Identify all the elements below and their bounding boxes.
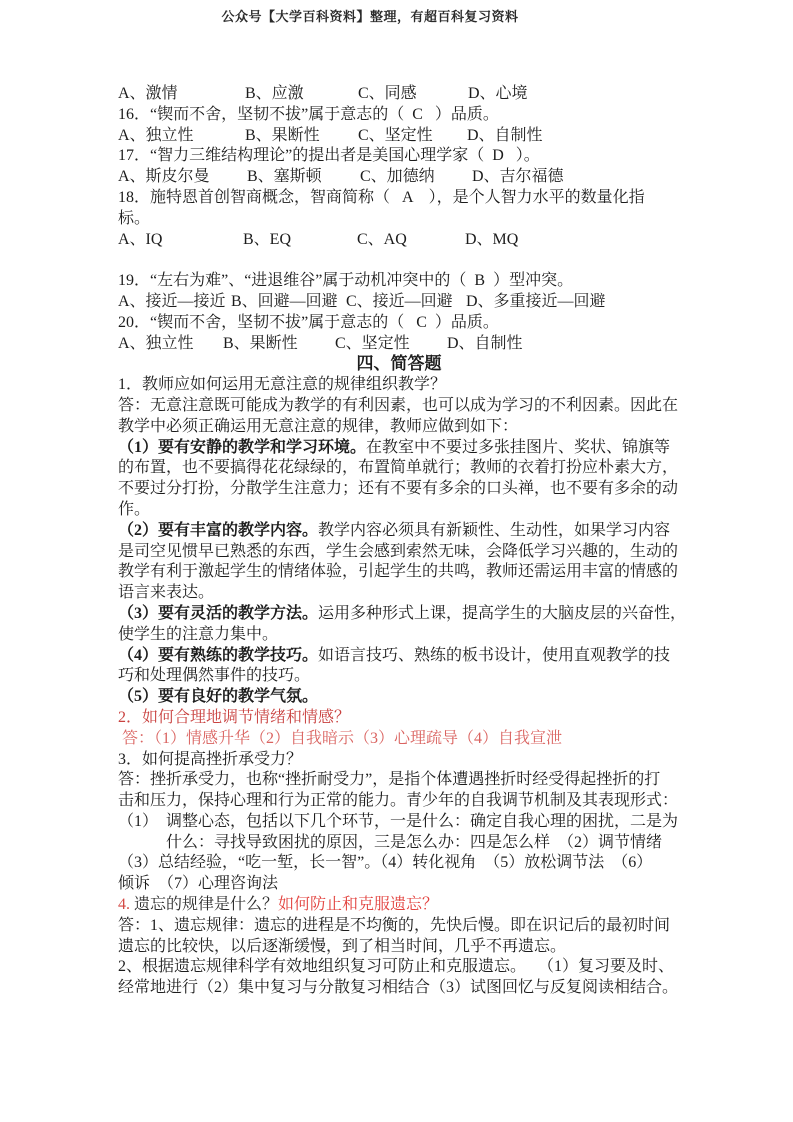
- text-run: A、独立性: [118, 126, 194, 144]
- text-run: C、加德纳: [360, 168, 435, 186]
- text-run: D、多重接近—回避: [466, 292, 606, 310]
- text-line: [118, 770, 680, 791]
- text-run: 击和压力，保持心理和行为正常的能力。青少年的自我调节机制及其表现形式：: [118, 792, 679, 810]
- text-line: [118, 438, 680, 459]
- text-line: [118, 666, 680, 687]
- text-run: （4）要有熟练的教学技巧。: [118, 646, 319, 664]
- text-run: 经常地进行（2）集中复习与分散复习相结合（3）试图回忆与反复阅读相结合。: [118, 979, 679, 997]
- text-run: C、接近—回避: [346, 292, 453, 310]
- text-run: 教学有利于激起学生的情绪体验，引起学生的共鸣，教师还需运用丰富的情感的: [118, 563, 679, 581]
- text-line: [118, 874, 680, 895]
- text-run: 如何防止和克服遗忘？: [278, 896, 439, 914]
- text-line: [118, 396, 680, 417]
- page-header-watermark: 公众号【大学百科资料】整理，有超百科复习资料: [221, 9, 519, 24]
- blank-line: [118, 250, 680, 271]
- text-run: 使学生的注意力集中。: [118, 625, 279, 643]
- text-line: [118, 833, 680, 854]
- text-run: 四、简答题: [356, 354, 442, 374]
- text-run: B、回避—回避: [231, 292, 338, 310]
- text-run: A、独立性: [118, 334, 194, 352]
- text-run: 2、根据遗忘规律科学有效地组织复习可防止和克服遗忘。 （1）复习要及时、: [118, 958, 675, 976]
- text-line: [118, 895, 680, 916]
- text-run: （3）总结经验，“吃一堑，长一智”。（4）转化视角 （5）放松调节法 （6）: [118, 854, 653, 872]
- text-line: [118, 126, 680, 147]
- text-run: B、塞斯顿: [247, 168, 322, 186]
- text-run: A、IQ: [118, 230, 163, 248]
- text-run: 遗忘的比较快，以后逐渐缓慢，到了相当时间，几乎不再遗忘。: [118, 937, 567, 955]
- text-run: D、吉尔福德: [472, 168, 564, 186]
- text-line: [118, 375, 680, 396]
- text-line: [118, 583, 680, 604]
- text-run: 如语言技巧、熟练的板书设计，使用直观教学的技: [318, 646, 671, 664]
- text-run: 答：1、遗忘规律：遗忘的进程是不均衡的，先快后慢。即在识记后的最初时间: [118, 916, 671, 934]
- text-run: 巧和处理偶然事件的技巧。: [118, 667, 311, 685]
- text-line: [118, 271, 680, 292]
- text-run: 什么：寻找导致困扰的原因，三是怎么办：四是怎么样 （2）调节情绪: [166, 833, 663, 851]
- text-line: [118, 146, 680, 167]
- text-line: [118, 687, 680, 708]
- text-run: B、果断性: [223, 334, 298, 352]
- section-heading: [118, 354, 680, 375]
- text-line: [118, 84, 680, 105]
- text-line: [118, 791, 680, 812]
- text-line: [118, 458, 680, 479]
- text-run: （5）要有良好的教学气氛。: [118, 688, 319, 706]
- text-run: B、果断性: [245, 126, 320, 144]
- text-run: C、同感: [358, 85, 417, 102]
- text-run: 教学内容必须具有新颖性、生动性，如果学习内容: [318, 521, 671, 539]
- document-body: [118, 84, 687, 999]
- text-run: 18．施特恩首创智商概念，智商简称（ A ），是个人智力水平的数量化指: [118, 188, 645, 206]
- text-line: [118, 230, 680, 251]
- text-line: [118, 729, 680, 750]
- text-run: 17．“智力三维结构理论”的提出者是美国心理学家（ D ）。: [118, 147, 540, 165]
- text-line: [118, 750, 680, 771]
- text-run: 倾诉 （7）心理咨询法: [118, 875, 279, 893]
- text-line: [118, 957, 680, 978]
- text-run: 答：无意注意既可能成为教学的有利因素，也可以成为学习的不利因素。因此在: [118, 396, 679, 414]
- text-run: 1．教师应如何运用无意注意的规律组织教学？: [118, 376, 447, 394]
- text-run: 16．“锲而不舍，坚韧不拔”属于意志的（ C ）品质。: [118, 105, 499, 123]
- text-run: A、斯皮尔曼: [118, 168, 210, 186]
- text-run: 是司空见惯早已熟悉的东西，学生会感到索然无味，会降低学习兴趣的，生动的: [118, 542, 679, 560]
- text-run: D、心境: [468, 85, 528, 102]
- text-line: [118, 937, 680, 958]
- text-line: [118, 479, 680, 500]
- text-run: A、接近—接近: [118, 292, 226, 310]
- text-run: 答：（1）情感升华（2）自我暗示（3）心理疏导（4）自我宣泄: [118, 729, 563, 747]
- text-line: [118, 313, 680, 334]
- text-line: [118, 209, 680, 230]
- text-run: A、激情: [118, 85, 178, 102]
- text-line: [118, 500, 680, 521]
- text-run: 遗忘的规律是什么？: [130, 896, 279, 914]
- text-run: 答：挫折承受力，也称“挫折耐受力”，是指个体遭遇挫折时经受得起挫折的打: [118, 771, 661, 789]
- text-run: （3）要有灵活的教学方法。: [118, 604, 319, 622]
- text-run: D、MQ: [465, 230, 519, 248]
- text-run: 3．如何提高挫折承受力？: [118, 750, 303, 768]
- text-run: D、自制性: [447, 334, 523, 352]
- text-line: [118, 542, 680, 563]
- text-line: [118, 167, 680, 188]
- text-line: [118, 105, 680, 126]
- text-run: 运用多种形式上课，提高学生的大脑皮层的兴奋性，: [318, 604, 687, 622]
- text-run: 不要过分打扮，分散学生注意力；还有不要有多余的口头禅，也不要有多余的动: [118, 480, 679, 498]
- text-run: 的布置，也不要搞得花花绿绿的，布置简单就行；教师的衣着打扮应朴素大方，: [118, 459, 679, 477]
- text-line: [118, 292, 680, 313]
- text-run: 作。: [118, 500, 151, 518]
- text-run: C、坚定性: [358, 126, 433, 144]
- text-run: （2）要有丰富的教学内容。: [118, 521, 319, 539]
- text-run: B、应激: [245, 85, 304, 102]
- text-line: [118, 562, 680, 583]
- text-line: [118, 521, 680, 542]
- text-run: C、坚定性: [335, 334, 410, 352]
- text-run: 标。: [118, 209, 151, 227]
- text-line: [118, 978, 680, 999]
- text-run: 语言来表达。: [118, 584, 215, 602]
- text-run: （1）要有安静的教学和学习环境。: [118, 438, 367, 456]
- text-line: [118, 334, 680, 355]
- text-line: [118, 708, 680, 729]
- text-line: [118, 604, 687, 625]
- text-run: （1） 调整心态，包括以下几个环节，一是什么：确定自我心理的困扰，二是为: [118, 812, 679, 830]
- text-run: 教学中必须正确运用无意注意的规律，教师应做到如下：: [118, 417, 519, 435]
- text-line: [118, 625, 680, 646]
- text-run: 20．“锲而不舍，坚韧不拔”属于意志的（ C ）品质。: [118, 313, 499, 331]
- text-line: [118, 417, 680, 438]
- text-run: 19．“左右为难”、“进退维谷”属于动机冲突中的（ B ）型冲突。: [118, 272, 574, 290]
- text-run: C、AQ: [357, 230, 407, 248]
- text-run: B、EQ: [243, 230, 292, 248]
- text-run: 在教室中不要过多张挂图片、奖状、锦旗等: [366, 438, 671, 456]
- text-run: 4.: [118, 896, 130, 914]
- text-line: [118, 188, 680, 209]
- text-run: D、自制性: [467, 126, 543, 144]
- text-run: 2．如何合理地调节情绪和情感？: [118, 708, 351, 726]
- text-line: [118, 853, 680, 874]
- text-line: [118, 812, 680, 833]
- text-line: [118, 646, 680, 667]
- text-line: [118, 916, 680, 937]
